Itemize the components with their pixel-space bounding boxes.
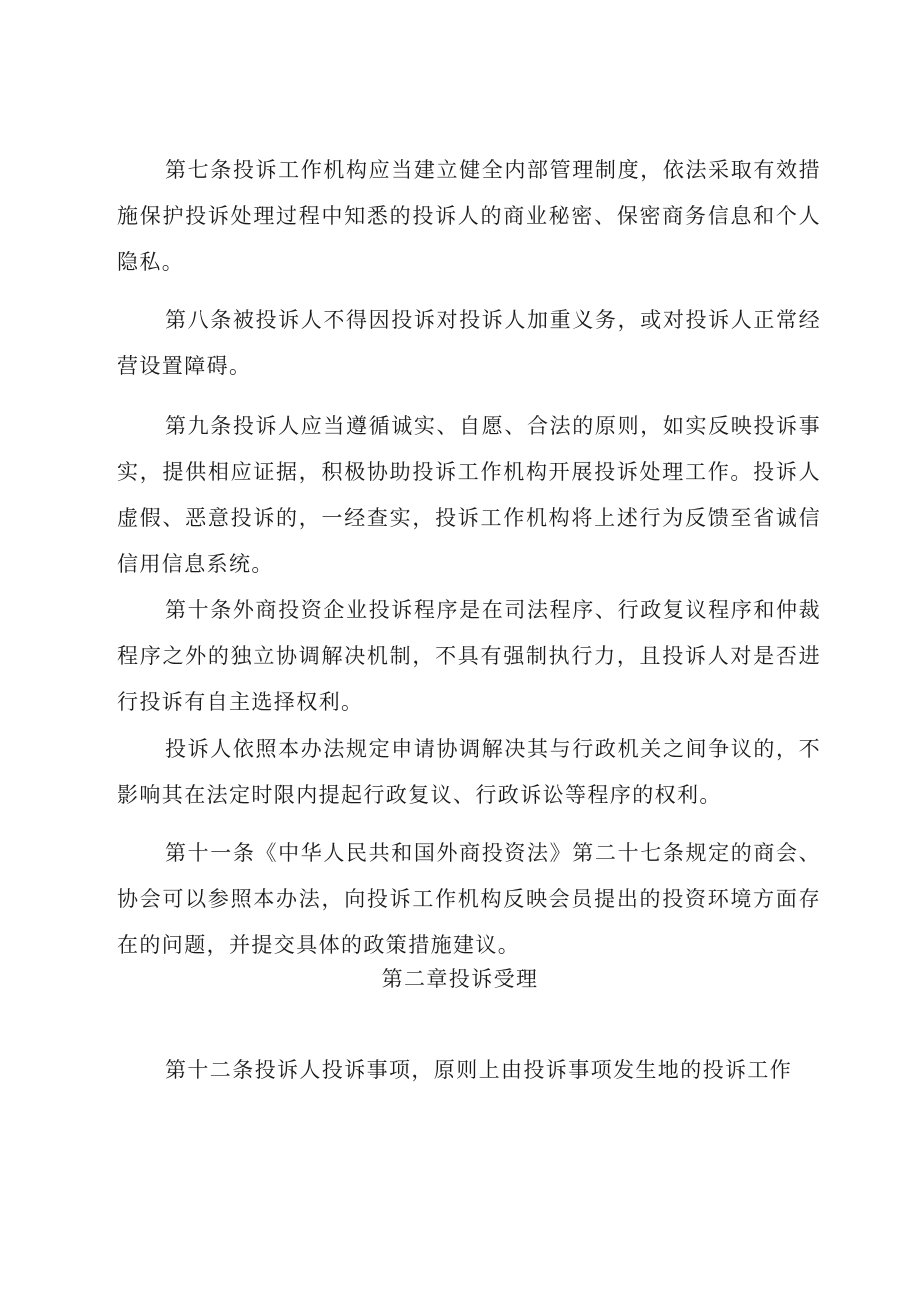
paragraph-article-7: 第七条投诉工作机构应当建立健全内部管理制度，依法采取有效措施保护投诉处理过程中知悉的投诉人的商业秘密、保密商务信息和个人隐私。 (117, 158, 821, 274)
paragraph-article-9: 第九条投诉人应当遵循诚实、自愿、合法的原则，如实反映投诉事实，提供相应证据，积极协助投诉工作机构开展投诉处理工作。投诉人虚假、恶意投诉的，一经查实，投诉工作机构将上述行为反馈至省诚信信用信息系统。 (117, 414, 821, 576)
paragraph-article-10: 第十条外商投资企业投诉程序是在司法程序、行政复议程序和仲裁程序之外的独立协调解决机制，不具有强制执行力，且投诉人对是否进行投诉有自主选择权利。 (117, 598, 821, 714)
chapter-heading: 第二章投诉受理 (381, 967, 539, 991)
paragraph-article-11: 第十一条《中华人民共和国外商投资法》第二十七条规定的商会、协会可以参照本办法，向投诉工作机构反映会员提出的投资环境方面存在的问题，并提交具体的政策措施建议。 (117, 841, 821, 957)
paragraph-article-12: 第十二条投诉人投诉事项，原则上由投诉事项发生地的投诉工作 (165, 1058, 793, 1082)
paragraph-article-10-continued: 投诉人依照本办法规定申请协调解决其与行政机关之间争议的，不影响其在法定时限内提起行政复议、行政诉讼等程序的权利。 (117, 737, 821, 807)
paragraph-article-8: 第八条被投诉人不得因投诉对投诉人加重义务，或对投诉人正常经营设置障碍。 (117, 308, 821, 378)
